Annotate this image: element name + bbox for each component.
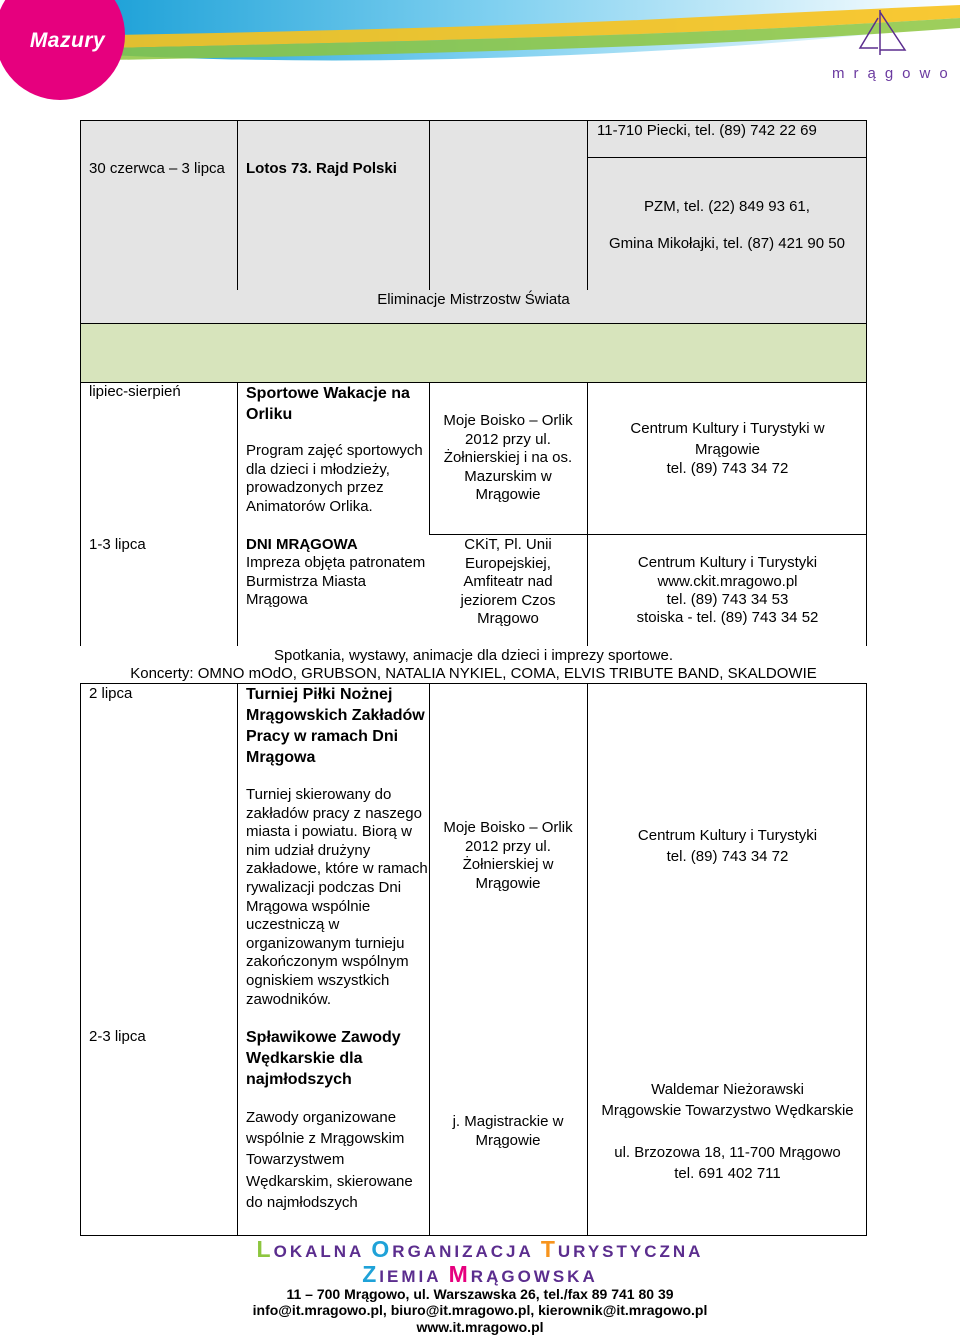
turniej-date: 2 lipca (89, 685, 133, 702)
orlik-title: Sportowe Wakacje na Orliku (246, 385, 410, 423)
rajd-organizer-gmina: Gmina Mikołajki, tel. (87) 421 90 50 (609, 235, 845, 252)
dni-description: Impreza objęta patronatem Burmistrza Miasta Mrągowa (246, 554, 426, 609)
zawody-title: Spławikowe Zawody Wędkarskie dla najmłodszych (246, 1029, 401, 1088)
col-divider-1a (237, 120, 238, 290)
dni-organizer: Centrum Kultury i Turystyki (637, 554, 818, 571)
table-border-left-top (80, 120, 81, 646)
orlik-place: Moje Boisko – Orlik 2012 przy ul. Żołnierskiej i na os. Mazurskim w Mrągowie (443, 412, 573, 504)
rajd-title: Lotos 73. Rajd Polski (246, 160, 397, 177)
rajd-date: 30 czerwca – 3 lipca (89, 160, 225, 177)
dni-place: CKiT, Pl. Unii Europejskiej, Amfiteatr nad jeziorem Czos Mrągowo (460, 536, 556, 628)
dni-events: Spotkania, wystawy, animacje dla dzieci i imprezy sportowe. (273, 647, 674, 664)
dni-date: 1-3 lipca (89, 536, 146, 553)
dni-website: www.ckit.mragowo.pl (657, 573, 798, 590)
col-divider-3b (587, 382, 588, 646)
table-border-row1 (587, 157, 867, 158)
zawody-contact-person: Waldemar Nieżorawski (651, 1081, 804, 1098)
month-header-background (81, 324, 866, 382)
table-border-row2 (80, 323, 867, 324)
page-header (0, 0, 960, 100)
header-banner (0, 0, 960, 100)
rajd-description: Eliminacje Mistrzostw Świata (377, 291, 570, 308)
dni-title: DNI MRĄGOWA (246, 536, 358, 553)
mazury-logo: Mazury (29, 29, 106, 52)
rajd-organizer-pzm: PZM, tel. (22) 849 93 61, (644, 198, 810, 215)
col-divider-3c (587, 683, 588, 1236)
footer-website[interactable]: www.it.mragowo.pl (416, 1319, 544, 1335)
orlik-phone: tel. (89) 743 34 72 (666, 460, 789, 477)
orlik-description: Program zajęć sportowych dla dzieci i młodzieży, prowadzonych przez Animatorów Orlika. (246, 442, 423, 515)
col-divider-2a (429, 120, 430, 290)
table-border-row4 (429, 534, 867, 535)
piecki-contact: 11-710 Piecki, tel. (89) 742 22 69 (597, 122, 817, 139)
zawody-place: j. Magistrackie w Mrągowie (452, 1113, 564, 1149)
orlik-date: lipiec-sierpień (89, 383, 181, 400)
turniej-title: Turniej Piłki Nożnej Mrągowskich Zakładów Pracy w ramach Dni Mrągowa (246, 686, 425, 766)
turniej-place: Moje Boisko – Orlik 2012 przy ul. Żołnierskiej w Mrągowie (443, 819, 573, 892)
col-divider-1c (237, 683, 238, 1236)
zawody-address: ul. Brzozowa 18, 11-700 Mrągowo (614, 1144, 841, 1161)
footer-organization-name: LOKALNA ORGANIZACJA TURYSTYCZNA (256, 1236, 704, 1262)
table-border-left-bottom (80, 683, 81, 1236)
col-divider-1b (237, 382, 238, 646)
zawody-organizer: Mrągowskie Towarzystwo Wędkarskie (601, 1102, 854, 1119)
footer-address: 11 – 700 Mrągowo, ul. Warszawska 26, tel./fax 89 741 80 39 (286, 1286, 674, 1302)
table-border-right-bottom (866, 683, 867, 1236)
turniej-organizer: Centrum Kultury i Turystyki (637, 827, 818, 844)
table-border-top (80, 120, 867, 121)
mragowo-logo: mrągowo (832, 65, 957, 82)
zawody-description: Zawody organizowane wspólnie z Mrągowskim Towarzystwem Wędkarskim, skierowane do najmłodszych (246, 1109, 413, 1211)
col-divider-2b (429, 382, 430, 534)
dni-phone: tel. (89) 743 34 53 (666, 591, 789, 608)
dni-stands-phone: stoiska - tel. (89) 743 34 52 (636, 609, 819, 626)
col-divider-2c (429, 683, 430, 1236)
zawody-date: 2-3 lipca (89, 1028, 146, 1045)
footer-region-name: ZIEMIA MRĄGOWSKA (362, 1261, 598, 1287)
footer-emails[interactable]: info@it.mragowo.pl, biuro@it.mragowo.pl, kierownik@it.mragowo.pl (252, 1302, 708, 1318)
table-border-right-top (866, 120, 867, 646)
orlik-organizer: Centrum Kultury i Turystyki w Mrągowie (630, 420, 825, 458)
turniej-description: Turniej skierowany do zakładów pracy z naszego miasta i powiatu. Biorą w nim udział drużyny zakładowe, które w ramach rywalizacji podczas Dni Mrągowa wspólnie uczestniczą w organizowanym turnieju zakończonym wspólnym ogniskiem wszystkich zawodników. (246, 786, 428, 1008)
dni-concerts: Koncerty: OMNO mOdO, GRUBSON, NATALIA NYKIEL, COMA, ELVIS TRIBUTE BAND, SKALDOWIE (130, 665, 817, 682)
zawody-phone: tel. 691 402 711 (674, 1165, 781, 1182)
turniej-phone: tel. (89) 743 34 72 (666, 848, 789, 865)
